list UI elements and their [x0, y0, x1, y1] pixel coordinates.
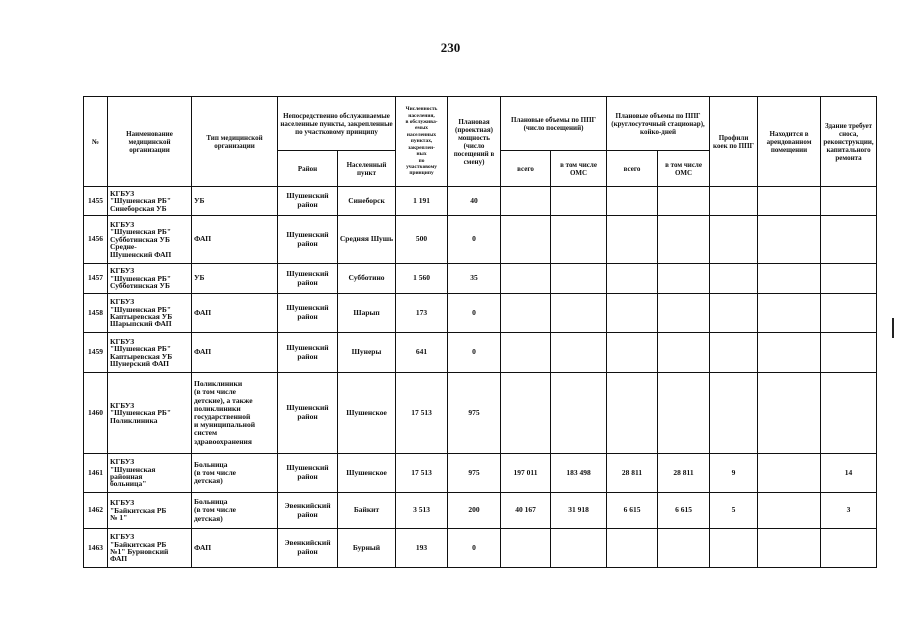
row-bed-oms: 28 811 — [658, 454, 710, 493]
row-bed-oms — [658, 187, 710, 216]
row-ppg-oms — [551, 373, 607, 454]
page-number: 230 — [440, 40, 461, 55]
row-profile: 9 — [710, 454, 758, 493]
row-district: Шушенский район — [278, 216, 338, 264]
row-district: Шушенский район — [278, 454, 338, 493]
row-locality: Шушенское — [338, 373, 396, 454]
row-org-name: КГБУЗ "Шушенская районная больница" — [108, 454, 192, 493]
row-building: 3 — [821, 493, 877, 529]
row-population: 500 — [396, 216, 448, 264]
row-population: 193 — [396, 529, 448, 568]
row-num: 1462 — [84, 493, 108, 529]
table-row — [84, 454, 877, 493]
row-capacity: 35 — [448, 264, 501, 294]
row-num: 1455 — [84, 187, 108, 216]
header-bed-total: всего — [607, 151, 658, 187]
table-row — [84, 373, 877, 454]
header-district: Район — [278, 151, 338, 187]
header-served-group: Непосредственно обслуживаемые населенные пункты, закрепленные по участковому принципу — [278, 97, 396, 151]
row-num: 1459 — [84, 333, 108, 373]
row-bed-oms — [658, 373, 710, 454]
row-district: Шушенский район — [278, 264, 338, 294]
row-ppg-total — [501, 216, 551, 264]
row-ppg-oms: 183 498 — [551, 454, 607, 493]
row-district: Эвенкийский район — [278, 493, 338, 529]
row-org-type: УБ — [192, 187, 278, 216]
header-ppg-group: Плановые объемы по ППГ (число посещений) — [501, 97, 607, 151]
row-org-name: КГБУЗ "Шушенская РБ" Субботинская УБ Средне- Шушенский ФАП — [108, 216, 192, 264]
row-building — [821, 529, 877, 568]
margin-mark — [892, 318, 894, 338]
row-ppg-oms — [551, 294, 607, 333]
row-org-type: ФАП — [192, 529, 278, 568]
row-locality: Шушенское — [338, 454, 396, 493]
row-population: 1 560 — [396, 264, 448, 294]
row-org-name: КГБУЗ "Шушенская РБ" Поликлиника — [108, 373, 192, 454]
row-ppg-oms — [551, 187, 607, 216]
row-capacity: 40 — [448, 187, 501, 216]
row-ppg-total: 40 167 — [501, 493, 551, 529]
table-row — [84, 187, 877, 216]
row-population: 17 513 — [396, 373, 448, 454]
row-district: Шушенский район — [278, 373, 338, 454]
table-row — [84, 216, 877, 264]
row-profile — [710, 529, 758, 568]
row-num: 1457 — [84, 264, 108, 294]
row-num: 1463 — [84, 529, 108, 568]
row-org-name: КГБУЗ "Байкитская РБ №1" Бурновский ФАП — [108, 529, 192, 568]
header-bed-oms: в том числе ОМС — [658, 151, 710, 187]
row-num: 1458 — [84, 294, 108, 333]
row-bed-total: 6 615 — [607, 493, 658, 529]
header-capacity: Плановая (проектная) мощность (число посещений в смену) — [448, 97, 501, 187]
row-bed-total — [607, 216, 658, 264]
row-rented — [758, 216, 821, 264]
row-building — [821, 264, 877, 294]
row-rented — [758, 493, 821, 529]
row-ppg-total — [501, 333, 551, 373]
row-rented — [758, 264, 821, 294]
row-capacity: 0 — [448, 529, 501, 568]
row-locality: Бурный — [338, 529, 396, 568]
header-profile: Профили коек по ППГ — [710, 97, 758, 187]
row-rented — [758, 333, 821, 373]
row-building — [821, 216, 877, 264]
row-bed-oms: 6 615 — [658, 493, 710, 529]
row-ppg-total — [501, 294, 551, 333]
row-rented — [758, 454, 821, 493]
row-ppg-oms — [551, 333, 607, 373]
row-bed-oms — [658, 529, 710, 568]
row-bed-total — [607, 333, 658, 373]
header-bed-group: Плановые объемы по ППГ (круглосуточный стационар), койко-дней — [607, 97, 710, 151]
row-population: 3 513 — [396, 493, 448, 529]
row-bed-total — [607, 529, 658, 568]
header-ppg-oms: в том числе ОМС — [551, 151, 607, 187]
header-org-type: Тип медицинской организации — [192, 97, 278, 187]
row-org-name: КГБУЗ "Шушенская РБ" Каптыревская УБ Шарыпский ФАП — [108, 294, 192, 333]
row-num: 1461 — [84, 454, 108, 493]
row-bed-oms — [658, 333, 710, 373]
row-profile — [710, 373, 758, 454]
row-ppg-total — [501, 373, 551, 454]
row-profile: 5 — [710, 493, 758, 529]
row-ppg-total: 197 011 — [501, 454, 551, 493]
row-rented — [758, 373, 821, 454]
row-org-name: КГБУЗ "Шушенская РБ" Синеборская УБ — [108, 187, 192, 216]
row-bed-total — [607, 373, 658, 454]
row-locality: Шунеры — [338, 333, 396, 373]
row-building — [821, 294, 877, 333]
row-ppg-total — [501, 264, 551, 294]
row-org-type: Больница (в том числе детская) — [192, 454, 278, 493]
row-building — [821, 373, 877, 454]
row-locality: Субботино — [338, 264, 396, 294]
row-ppg-oms — [551, 529, 607, 568]
row-bed-total — [607, 187, 658, 216]
row-locality: Синеборск — [338, 187, 396, 216]
row-profile — [710, 216, 758, 264]
row-capacity: 0 — [448, 333, 501, 373]
row-ppg-total — [501, 529, 551, 568]
row-bed-oms — [658, 216, 710, 264]
row-rented — [758, 187, 821, 216]
row-bed-oms — [658, 264, 710, 294]
row-rented — [758, 529, 821, 568]
row-district: Шушенский район — [278, 294, 338, 333]
row-ppg-oms — [551, 216, 607, 264]
row-org-type: ФАП — [192, 333, 278, 373]
row-population: 1 191 — [396, 187, 448, 216]
row-population: 641 — [396, 333, 448, 373]
row-ppg-oms — [551, 264, 607, 294]
header-num: № — [84, 97, 108, 187]
row-profile — [710, 294, 758, 333]
row-profile — [710, 333, 758, 373]
row-org-name: КГБУЗ "Шушенская РБ" Субботинская УБ — [108, 264, 192, 294]
row-locality: Байкит — [338, 493, 396, 529]
table-row — [84, 333, 877, 373]
row-district: Шушенский район — [278, 187, 338, 216]
row-district: Эвенкийский район — [278, 529, 338, 568]
table-body — [84, 187, 877, 568]
header-org-name: Наименование медицинской организации — [108, 97, 192, 187]
row-building — [821, 333, 877, 373]
row-profile — [710, 187, 758, 216]
row-capacity: 975 — [448, 373, 501, 454]
row-capacity: 0 — [448, 294, 501, 333]
row-org-type: ФАП — [192, 294, 278, 333]
row-org-type: УБ — [192, 264, 278, 294]
row-bed-total — [607, 294, 658, 333]
row-profile — [710, 264, 758, 294]
row-bed-oms — [658, 294, 710, 333]
row-capacity: 0 — [448, 216, 501, 264]
organizations-table — [83, 96, 877, 568]
row-locality: Шарып — [338, 294, 396, 333]
row-building — [821, 187, 877, 216]
row-org-type: Больница (в том числе детская) — [192, 493, 278, 529]
row-org-name: КГБУЗ "Шушенская РБ" Каптыревская УБ Шунерский ФАП — [108, 333, 192, 373]
row-bed-total: 28 811 — [607, 454, 658, 493]
row-locality: Средняя Шушь — [338, 216, 396, 264]
row-bed-total — [607, 264, 658, 294]
row-building: 14 — [821, 454, 877, 493]
row-capacity: 200 — [448, 493, 501, 529]
row-district: Шушенский район — [278, 333, 338, 373]
row-population: 173 — [396, 294, 448, 333]
table-row — [84, 294, 877, 333]
table-row — [84, 264, 877, 294]
row-population: 17 513 — [396, 454, 448, 493]
row-org-type: ФАП — [192, 216, 278, 264]
row-org-name: КГБУЗ "Байкитская РБ № 1" — [108, 493, 192, 529]
row-ppg-total — [501, 187, 551, 216]
header-ppg-total: всего — [501, 151, 551, 187]
table-row — [84, 529, 877, 568]
row-num: 1456 — [84, 216, 108, 264]
header-building: Здание требует сноса, реконструкции, капитального ремонта — [821, 97, 877, 187]
row-rented — [758, 294, 821, 333]
row-ppg-oms: 31 918 — [551, 493, 607, 529]
header-population: Численность населения, в обслужива- емых населенных пунктах, закреплен- ных по участковому принципу — [396, 97, 448, 187]
table-row — [84, 493, 877, 529]
row-num: 1460 — [84, 373, 108, 454]
header-rented: Находится в арендованном помещении — [758, 97, 821, 187]
header-locality: Населенный пункт — [338, 151, 396, 187]
row-org-type: Поликлиники (в том числе детские), а также поликлиники государственной и муниципальной систем здравоохранения — [192, 373, 278, 454]
row-capacity: 975 — [448, 454, 501, 493]
